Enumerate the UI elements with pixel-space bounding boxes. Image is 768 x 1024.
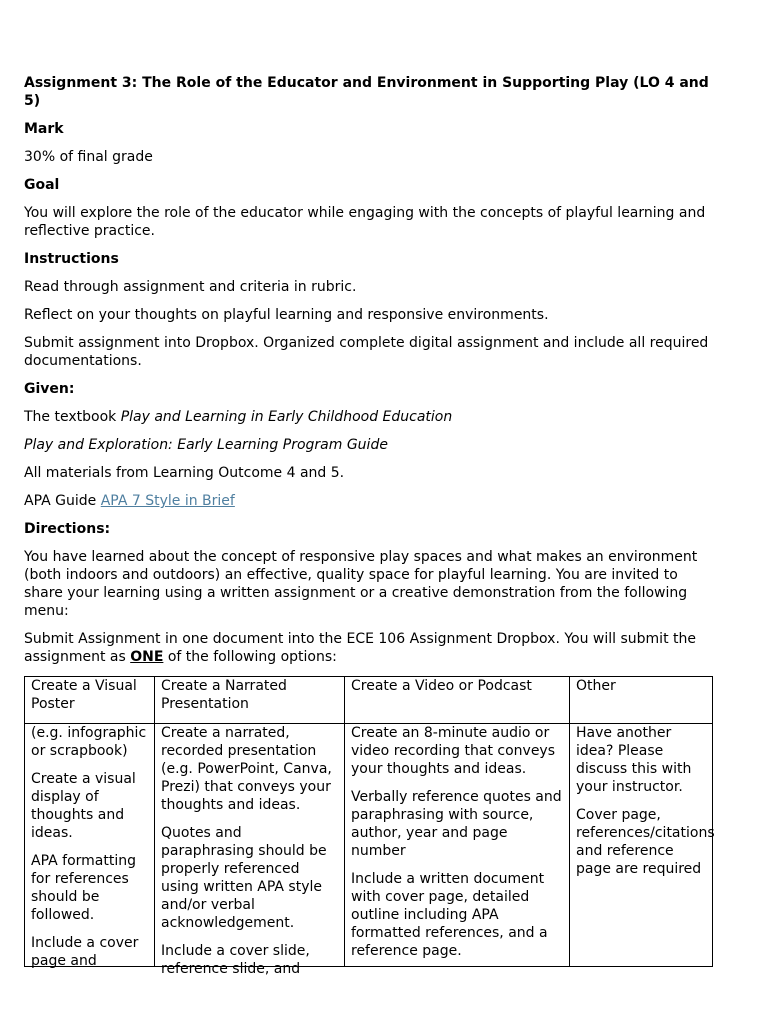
cell-paragraph: Include a cover slide, reference slide, and: [161, 943, 310, 977]
cell-paragraph: Create a visual display of thoughts and ideas.: [31, 771, 136, 841]
cell-video-podcast: [345, 724, 570, 967]
cell-visual-poster: [25, 724, 155, 967]
header-narrated-presentation: Create a Narrated Presentation: [155, 677, 345, 724]
given-heading: Given:: [24, 381, 75, 397]
header-video-podcast: Create a Video or Podcast: [345, 677, 570, 724]
given-textbook-prefix: The textbook: [24, 409, 121, 425]
instruction-item: Read through assignment and criteria in rubric.: [24, 279, 357, 295]
assignment-title-line2: 5): [24, 93, 41, 109]
cell-paragraph: Include a cover page and: [31, 935, 139, 969]
submit-prefix: Submit Assignment in one document into the ECE 106 Assignment Dropbox. You will submit the assignment as: [24, 631, 696, 665]
instruction-item: Submit assignment into Dropbox. Organized complete digital assignment and include all required documentations.: [24, 335, 709, 369]
cell-paragraph: Cover page, references/citations and reference page are required: [576, 807, 715, 877]
header-other: Other: [570, 677, 713, 724]
given-materials: All materials from Learning Outcome 4 and 5.: [24, 465, 345, 481]
cell-paragraph: Create a narrated, recorded presentation (e.g. PowerPoint, Canva, Prezi) that conveys your thoughts and ideas.: [161, 725, 332, 813]
given-apa: [24, 492, 714, 510]
mark-heading: Mark: [24, 121, 64, 137]
assignment-title-line1: Assignment 3: The Role of the Educator and Environment in Supporting Play (LO 4 and: [24, 75, 709, 91]
given-textbook-title: Play and Learning in Early Childhood Education: [120, 409, 453, 425]
submit-suffix: of the following options:: [163, 649, 337, 665]
cell-narrated-presentation: [155, 724, 345, 977]
goal-heading: Goal: [24, 177, 60, 193]
document-page: [24, 74, 715, 977]
cell-paragraph: APA formatting for references should be followed.: [31, 853, 136, 923]
directions-text: You have learned about the concept of responsive play spaces and what makes an environment (both indoors and outdoors) an effective, quality space for playful learning. You are invited to share your learning using a written assignment or a creative demonstration from the following menu:: [24, 549, 698, 619]
assignment-title: [24, 74, 714, 110]
goal-text: You will explore the role of the educator while engaging with the concepts of playful learning and reflective practice.: [24, 205, 706, 239]
cell-paragraph: Verbally reference quotes and paraphrasing with source, author, year and page number: [351, 789, 562, 859]
cell-other: [570, 724, 713, 967]
cell-paragraph: Quotes and paraphrasing should be properly referenced using written APA style and/or verbal acknowledgement.: [161, 825, 327, 931]
mark-text: 30% of final grade: [24, 149, 153, 165]
submit-text: [24, 630, 714, 666]
given-apa-prefix: APA Guide: [24, 493, 101, 509]
instruction-item: Reflect on your thoughts on playful learning and responsive environments.: [24, 307, 549, 323]
given-guide-title: Play and Exploration: Early Learning Program Guide: [24, 437, 388, 453]
options-table-header-row: [25, 677, 713, 724]
options-table: [24, 676, 715, 977]
cell-paragraph: Include a written document with cover page, detailed outline including APA formatted references, and a reference page.: [351, 871, 548, 959]
given-textbook: [24, 408, 714, 426]
apa-guide-link[interactable]: APA 7 Style in Brief: [100, 493, 235, 509]
cell-paragraph: Have another idea? Please discuss this with your instructor.: [576, 725, 692, 795]
submit-one: ONE: [130, 649, 164, 665]
instructions-heading: Instructions: [24, 251, 119, 267]
given-guide: [24, 436, 714, 454]
options-table-body-row: [25, 724, 713, 967]
cell-paragraph: (e.g. infographic or scrapbook): [31, 725, 147, 759]
cell-paragraph: Create an 8-minute audio or video recording that conveys your thoughts and ideas.: [351, 725, 556, 777]
directions-heading: Directions:: [24, 521, 111, 537]
header-visual-poster: Create a Visual Poster: [25, 677, 155, 724]
